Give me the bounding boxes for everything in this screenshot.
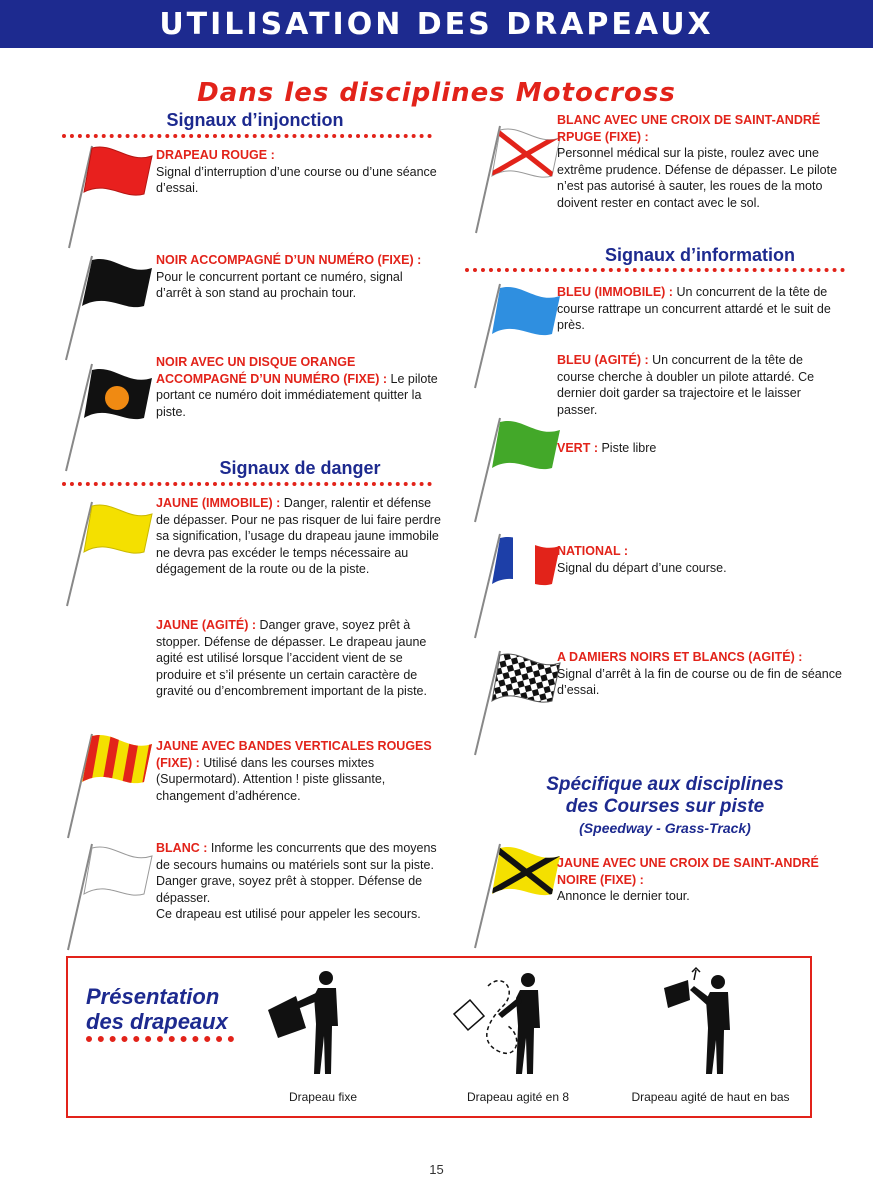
checkered-flag-icon [470,645,565,757]
flag-rouge-entry: DRAPEAU ROUGE : Signal d’interruption d’une course ou d’une séance d’essai. [156,148,437,195]
section-divider [62,482,432,486]
flag-blanc-entry: BLANC : Informe les concurrents que des moyens de secours humains ou matériels sont sur la piste. Danger grave, soyez prêt à stopper. Défense de dépasser. Ce drapeau est utilisé pour appeler les secours. [156,841,437,921]
flag-vert-entry: VERT : Piste libre [557,441,657,455]
flag-bleu-immobile-entry: BLEU (IMMOBILE) : Un concurrent de la tête de course rattrape un concurrent attardé et le suit de près. [557,285,831,332]
yellow-black-cross-flag-icon [470,838,565,950]
red-flag-icon [62,140,157,250]
specific-title-line3: (Speedway - Grass-Track) [579,820,751,836]
flag-jaune-bandes-entry: JAUNE AVEC BANDES VERTICALES ROUGES (FIXE) : Utilisé dans les courses mixtes (Supermotard). Attention ! piste glissante, changement d’adhérence. [156,739,432,803]
marshal-fixed-flag-icon [266,966,376,1086]
header-banner [0,0,873,48]
presentation-box [66,956,812,1118]
page-number: 15 [429,1162,444,1177]
specific-title-line2: des Courses sur piste [565,796,765,817]
section-information-title: Signaux d’information [604,245,795,265]
white-flag-icon [62,838,157,953]
flag-jaune-immobile-entry: JAUNE (IMMOBILE) : Danger, ralentir et défense de dépasser. Pour ne pas risquer de lui faire perdre sa signification, l’usage du drapeau jaune immobile ne devra pas excéder le temps nécessaire au dégagement de la route ou de la piste. [156,496,441,576]
yellow-flag-icon [62,496,157,608]
section-injonction-title: Signaux d’injonction [166,110,344,130]
motocross-subtitle: Dans les disciplines Motocross [197,78,676,108]
page-title: UTILISATION DES DRAPEAUX [159,6,714,42]
green-flag-icon [470,412,565,524]
caption-up-down: Drapeau agité de haut en bas [631,1090,790,1104]
caption-figure-eight: Drapeau agité en 8 [466,1090,570,1104]
section-divider [62,134,432,138]
black-orange-disc-flag-icon [62,358,157,473]
presentation-divider [86,1036,234,1042]
flag-bleu-agite-entry: BLEU (AGITÉ) : Un concurrent de la tête de course cherche à doubler un pilote attardé. Ce dernier doit garder sa trajectoire et le laisser passer. [557,353,815,417]
section-divider [465,268,845,272]
flag-damiers-entry: A DAMIERS NOIRS ET BLANCS (AGITÉ) : Signal d’arrêt à la fin de course ou de fin de séance d’essai. [557,650,842,697]
section-danger-title: Signaux de danger [219,458,381,478]
black-flag-icon [62,250,157,362]
caption-fixed: Drapeau fixe [288,1090,358,1104]
marshal-figure-eight-icon [448,966,558,1086]
white-red-cross-flag-icon [470,120,565,235]
yellow-red-stripes-flag-icon [62,728,157,840]
blue-flag-icon [470,278,565,390]
presentation-title: Présentation des drapeaux [86,984,228,1034]
specific-title-line1: Spécifique aux disciplines [546,774,784,795]
flag-noir-disque-entry: NOIR AVEC UN DISQUE ORANGE ACCOMPAGNÉ D’UN NUMÉRO (FIXE) : Le pilote portant ce numéro doit immédiatement quitter la piste. [156,355,438,419]
flag-jaune-agite-entry: JAUNE (AGITÉ) : Danger grave, soyez prêt à stopper. Défense de dépasser. Le drapeau jaune agité est utilisé lorsque l’accident vient de se produire et s’il présente un certain caractère de gravité ou d’encombrement important de la piste. [156,618,427,698]
flag-noir-num-entry: NOIR ACCOMPAGNÉ D’UN NUMÉRO (FIXE) : Pour le concurrent portant ce numéro, signal d’arrêt à son stand au prochain tour. [156,253,422,300]
french-flag-icon [470,528,565,640]
flag-blanc-croix-entry: BLANC AVEC UNE CROIX DE SAINT-ANDRÉ RPUGE (FIXE) : Personnel médical sur la piste, roulez avec une extrême prudence. Défense de dépasser. Le pilote n’est pas autorisé à sauter, les roues de la moto doivent rester en contact avec le sol. [557,113,838,210]
flag-jaune-croix-entry: JAUNE AVEC UNE CROIX DE SAINT-ANDRÉ NOIRE (FIXE) : Annonce le dernier tour. [557,856,819,903]
flag-national-entry: NATIONAL : Signal du départ d’une course. [557,544,727,575]
marshal-up-down-icon [648,966,758,1086]
